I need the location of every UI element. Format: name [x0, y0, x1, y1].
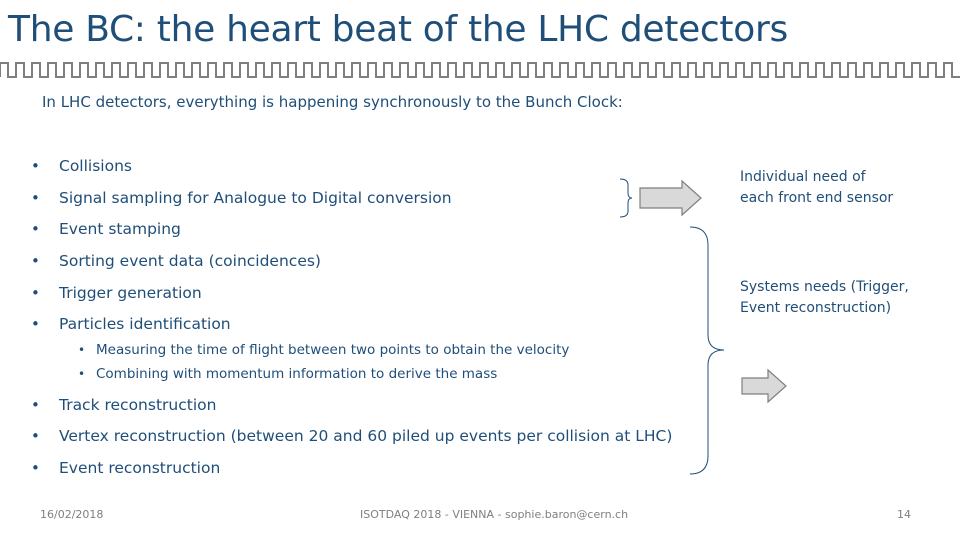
bullet-glyph: •	[31, 284, 40, 302]
bullet-text: Event stamping	[59, 220, 181, 238]
arrow-individual-need	[640, 181, 701, 215]
bullet-trigger	[31, 283, 202, 303]
small-brace	[620, 179, 632, 217]
bullet-text: Signal sampling for Analogue to Digital conversion	[59, 189, 452, 207]
bullet-glyph: •	[31, 315, 40, 333]
note-line: each front end sensor	[740, 190, 894, 206]
bullet-vertex-reco	[31, 426, 673, 446]
bullet-glyph: •	[31, 189, 40, 207]
note-line: Individual need of	[740, 169, 866, 185]
bullet-glyph: •	[31, 252, 40, 270]
bullet-text: Sorting event data (coincidences)	[59, 252, 321, 270]
bullet-glyph: •	[31, 427, 40, 445]
bullet-collisions	[31, 156, 132, 176]
bullet-sorting	[31, 251, 321, 271]
bullet-text: Particles identification	[59, 315, 231, 333]
bullet-text: Trigger generation	[59, 284, 202, 302]
bullet-glyph: •	[78, 367, 86, 381]
clock-waveform	[0, 60, 960, 80]
bullet-glyph: •	[31, 396, 40, 414]
slide-title: The BC: the heart beat of the LHC detectors	[8, 9, 788, 50]
sub-bullet-time-of-flight	[78, 341, 570, 359]
bullet-particles-id	[31, 314, 231, 334]
bullet-glyph: •	[31, 157, 40, 175]
footer-center: ISOTDAQ 2018 - VIENNA - sophie.baron@cern.ch	[360, 508, 629, 521]
note-systems-need	[740, 277, 909, 319]
sub-bullet-text: Combining with momentum information to derive the mass	[96, 366, 498, 382]
footer-date: 16/02/2018	[40, 508, 104, 521]
bullet-event-reco	[31, 458, 221, 478]
intro-text: In LHC detectors, everything is happening synchronously to the Bunch Clock:	[42, 93, 623, 111]
bullet-glyph: •	[31, 459, 40, 477]
bullet-text: Event reconstruction	[59, 459, 221, 477]
large-brace	[690, 227, 724, 474]
bullet-text: Collisions	[59, 157, 132, 175]
bullet-track-reco	[31, 395, 217, 415]
arrow-systems-need	[742, 370, 786, 402]
footer-page-number: 14	[897, 508, 911, 521]
bullet-signal-sampling	[31, 188, 452, 208]
bullet-text: Vertex reconstruction (between 20 and 60 piled up events per collision at LHC)	[59, 427, 673, 445]
note-individual-need	[740, 167, 893, 209]
note-line: Event reconstruction)	[740, 300, 892, 316]
bullet-text: Track reconstruction	[59, 396, 217, 414]
sub-bullet-momentum	[78, 365, 498, 383]
bullet-glyph: •	[31, 220, 40, 238]
note-line: Systems needs (Trigger,	[740, 279, 909, 295]
sub-bullet-text: Measuring the time of flight between two points to obtain the velocity	[96, 342, 570, 358]
bullet-event-stamping	[31, 219, 181, 239]
bullet-glyph: •	[78, 343, 86, 357]
